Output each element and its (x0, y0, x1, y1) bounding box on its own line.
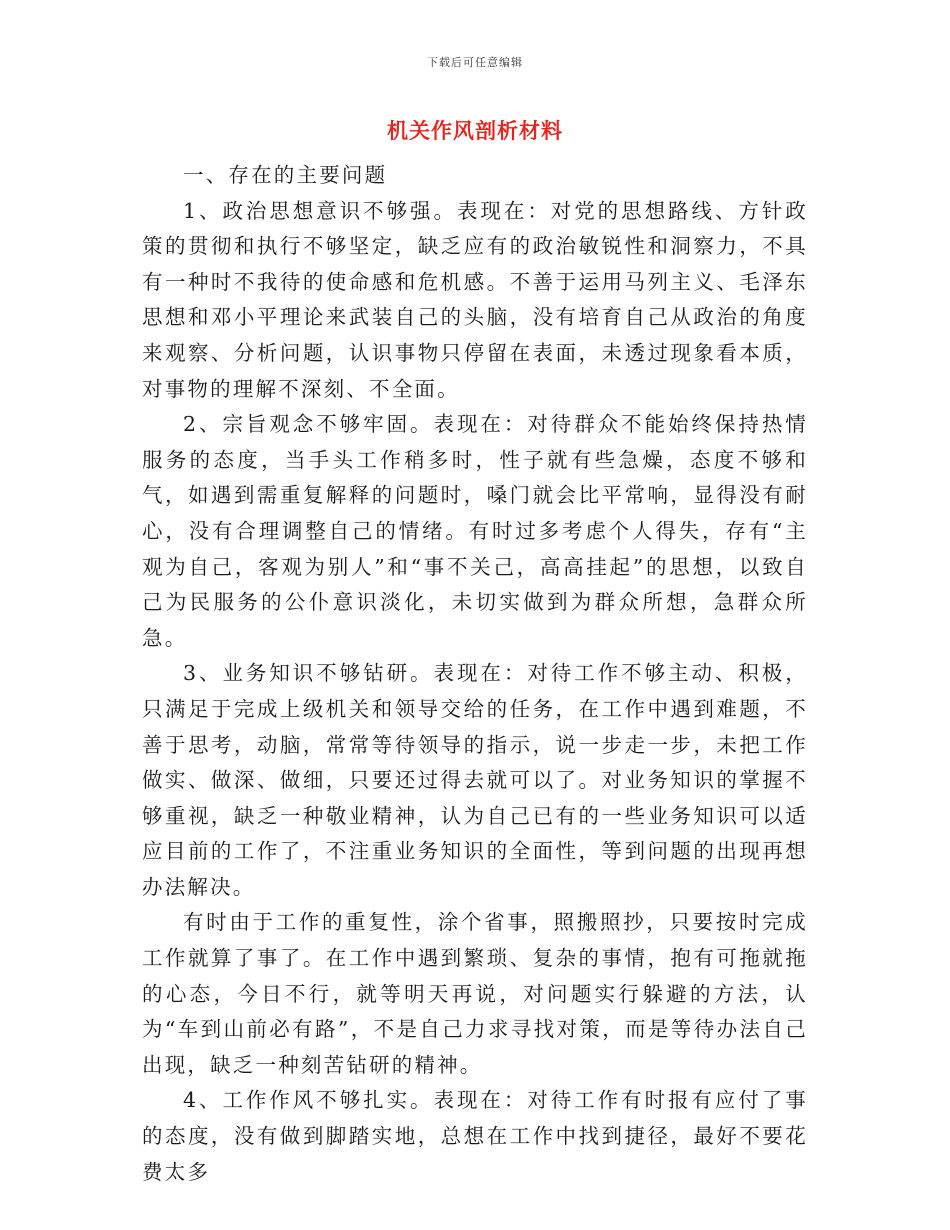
paragraph: 有时由于工作的重复性，涂个省事，照搬照抄，只要按时完成工作就算了事了。在工作中遇到繁琐、复杂的事情，抱有可拖就拖的心态，今日不行，就等明天再说，对问题实行躲避的方法，认为“车到山前必有路”，不是自己力求寻找对策，而是等待办法自己出现，缺乏一种刻苦钻研的精神。 (142, 910, 808, 1077)
paragraph: 1、政治思想意识不够强。表现在：对党的思想路线、方针政策的贯彻和执行不够坚定，缺乏应有的政治敏锐性和洞察力，不具有一种时不我待的使命感和危机感。不善于运用马列主义、毛泽东思想和邓小平理论来武装自己的头脑，没有培育自己从政治的角度来观察、分析问题，认识事物只停留在表面，未透过现象看本质，对事物的理解不深刻、不全面。 (142, 198, 808, 401)
section-heading: 一、存在的主要问题 (183, 163, 388, 187)
document-title: 机关作风剖析材料 (387, 119, 563, 143)
paragraph: 2、宗旨观念不够牢固。表现在：对待群众不能始终保持热情服务的态度，当手头工作稍多时，性子就有些急燥，态度不够和气，如遇到需重复解释的问题时，嗓门就会比平常响，显得没有耐心，没有合理调整自己的情绪。有时过多考虑个人得失，存有“主观为自己，客观为别人”和“事不关己，高高挂起”的思想，以致自己为民服务的公仆意识淡化，未切实做到为群众所想，急群众所急。 (142, 412, 808, 650)
paragraph: 4、工作作风不够扎实。表现在：对待工作有时报有应付了事的态度，没有做到脚踏实地，总想在工作中找到捷径，最好不要花费太多 (142, 1088, 808, 1184)
document-body (142, 158, 808, 1190)
paragraph: 3、业务知识不够钻研。表现在：对待工作不够主动、积极，只满足于完成上级机关和领导交给的任务，在工作中遇到难题，不善于思考，动脑，常常等待领导的指示，说一步走一步，未把工作做实、做深、做细，只要还过得去就可以了。对业务知识的掌握不够重视，缺乏一种敬业精神，认为自己已有的一些业务知识可以适应目前的工作了，不注重业务知识的全面性，等到问题的出现再想办法解决。 (142, 661, 808, 899)
header-note: 下载后可任意编辑 (427, 56, 523, 69)
